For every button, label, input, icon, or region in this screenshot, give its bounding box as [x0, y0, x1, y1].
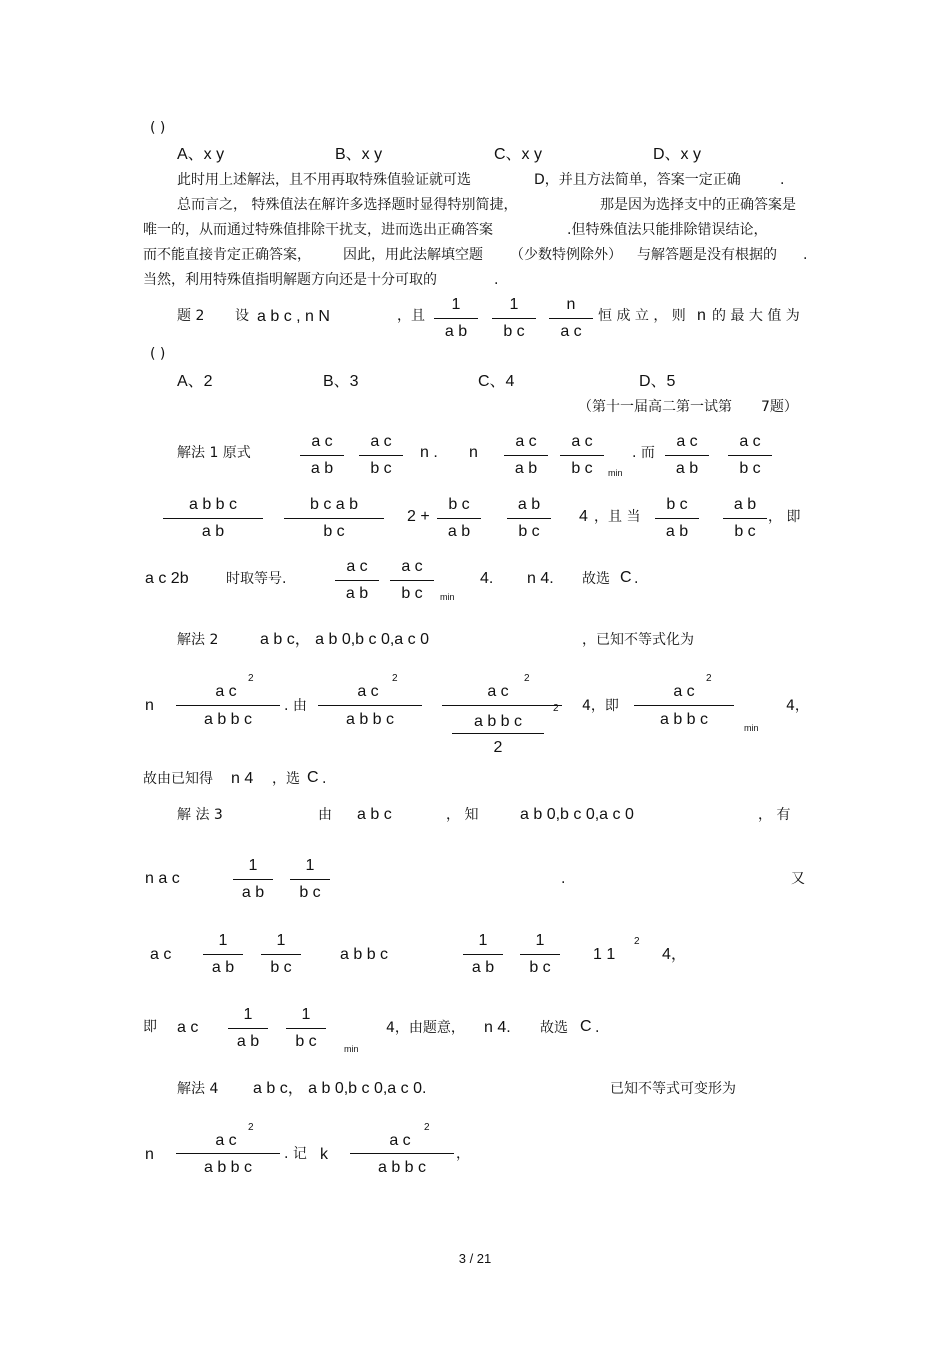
sol3-sq: 2 [634, 936, 640, 947]
sol1-g6-den: b c [734, 523, 756, 540]
sol4-comma: ， [456, 1146, 470, 1162]
para2-line4b: . [494, 272, 499, 288]
sol3-answer: C [580, 1018, 592, 1035]
sol1-g3-num: b c [448, 496, 470, 513]
fraction-bar [176, 705, 280, 706]
fraction-bar [290, 879, 330, 880]
fraction-bar [390, 580, 434, 581]
sol3-f6-den: b c [529, 959, 551, 976]
sol2-dot: . [322, 771, 327, 787]
answer-paren: ( ) [150, 120, 166, 136]
sol2-min: min [744, 723, 759, 733]
sol3-have: ， 有 [758, 807, 791, 823]
option-c: C、x y [494, 146, 543, 163]
sol2-f1-sq: 2 [248, 673, 254, 684]
sol2-f2-den: a b b c [345, 711, 395, 728]
para2-line3c: （少数特例除外） [510, 247, 622, 263]
sol3-dot: . [561, 871, 566, 887]
option-b: B、x y [335, 146, 383, 163]
sol1-min2: min [440, 592, 455, 602]
sol1-g5-den: a b [665, 523, 689, 540]
sol4-f1-sq: 2 [248, 1122, 254, 1133]
q2-option-d: D、5 [639, 373, 676, 390]
sol3-f7-num: 1 [243, 1006, 253, 1023]
fraction-bar [549, 318, 593, 319]
sol2-n: n [145, 697, 154, 714]
q2-label: 题 2 [177, 308, 205, 324]
sol1-f3-num: a c [515, 433, 537, 450]
sol4-f2-sq: 2 [424, 1122, 430, 1133]
sol3-choose: 故选 [540, 1020, 568, 1036]
sol1-ji: ， 即 [768, 509, 801, 525]
sol3-you: 又 [791, 871, 805, 887]
sol1-f1-num: a c [311, 433, 333, 450]
para1-text: 此时用上述解法，且不用再取特殊值验证就可选 [177, 172, 471, 188]
sol1-g6-num: a b [733, 496, 757, 513]
q2-frac1-num: 1 [451, 296, 461, 313]
sol1-choose: 故选 [582, 571, 610, 587]
sol4-f2-num: a c [389, 1132, 411, 1149]
q2-n: n [697, 307, 706, 324]
q2-frac3-num: n [566, 296, 576, 313]
sol1-f5-num: a c [676, 433, 698, 450]
sol1-g4-den: b c [518, 523, 540, 540]
sol3-know: ， 知 [446, 807, 479, 823]
sol1-f4-den: b c [571, 460, 593, 477]
sol2-label: 解法 2 [177, 632, 219, 648]
fraction-bar [434, 318, 478, 319]
sol3-condition: a b c [357, 806, 392, 823]
para2-line3e: . [803, 247, 808, 263]
sol3-four: 4， [662, 946, 687, 963]
fraction-bar [228, 1028, 268, 1029]
q2-option-c: C、4 [478, 373, 515, 390]
sol1-eq-condition: a c 2b [145, 570, 189, 587]
sol3-f8-den: b c [295, 1033, 317, 1050]
sol2-choose: ，选 [272, 771, 300, 787]
para2-line1a: 总而言之， 特殊值法在解许多选择题时显得特别简捷， [177, 197, 518, 213]
sol2-f1-den: a b b c [203, 711, 253, 728]
sol2-f2-num: a c [357, 683, 379, 700]
fraction-bar [163, 518, 263, 519]
sol2-f2-sq: 2 [392, 673, 398, 684]
sol1-g3-den: a b [447, 523, 471, 540]
fraction-bar [284, 518, 384, 519]
sol1-f5-den: a b [675, 460, 699, 477]
q2-source: （第十一届高二第一试第 [578, 399, 732, 415]
fraction-bar [442, 705, 562, 706]
sol2-f3-num: a c [487, 683, 509, 700]
fraction-bar [318, 705, 422, 706]
sol1-four-dot: 4. [480, 570, 494, 587]
para2-line3b: 因此，用此法解填空题 [343, 247, 483, 263]
sol1-two-plus: 2 + [407, 508, 430, 525]
sol3-n4: n 4. [484, 1019, 511, 1036]
fraction-bar [359, 455, 403, 456]
sol3-ab-bc: a b b c [340, 946, 389, 963]
sol2-four2: 4， [786, 698, 809, 714]
sol1-g5-num: b c [666, 496, 688, 513]
sol3-label: 解 法 3 [177, 807, 223, 823]
sol3-f7-den: a b [236, 1033, 260, 1050]
fraction-bar [350, 1153, 454, 1154]
sol1-f1-den: a b [310, 460, 334, 477]
para1-text2: D，并且方法简单，答案一定正确 [534, 172, 741, 188]
sol3-ac: a c [150, 946, 172, 963]
sol1-n: n [469, 444, 478, 461]
fraction-bar [665, 455, 709, 456]
sol2-f3-den: a b b c [473, 713, 523, 730]
fraction-bar [261, 954, 301, 955]
sol3-f1-den: a b [241, 884, 265, 901]
q2-set: 设 [235, 308, 249, 324]
sol3-min: min [344, 1044, 359, 1054]
sol3-f3-den: a b [211, 959, 235, 976]
sol1-f6-num: a c [739, 433, 761, 450]
fraction-bar [507, 518, 551, 519]
sol4-label: 解法 4 [177, 1081, 219, 1097]
q2-tail2: 的 最 大 值 为 [712, 308, 800, 324]
sol3-four-by: 4，由题意， [386, 1020, 465, 1036]
sol3-f4-num: 1 [276, 932, 286, 949]
sol4-f1-num: a c [215, 1132, 237, 1149]
sol4-f2-den: a b b c [377, 1159, 427, 1176]
sol2-f3-sq: 2 [524, 673, 530, 684]
sol1-er: . 而 [632, 445, 655, 461]
sol1-f2-num: a c [370, 433, 392, 450]
para2-line3a: 而不能直接肯定正确答案， [143, 247, 311, 263]
sol2-four-comma: 4，即 [582, 698, 619, 714]
sol1-n-four: n 4. [527, 570, 554, 587]
sol2-f1-num: a c [215, 683, 237, 700]
sol2-n4: n 4 [231, 770, 254, 787]
sol1-g4-num: a b [517, 496, 541, 513]
fraction-bar [492, 318, 536, 319]
sol3-f5-den: a b [471, 959, 495, 976]
para2-line1b: 那是因为选择支中的正确答案是 [600, 197, 796, 213]
sol4-k: k [320, 1146, 328, 1163]
sol1-h2-num: a c [401, 558, 423, 575]
fraction-bar [203, 954, 243, 955]
sol3-one-one: 1 1 [593, 946, 616, 963]
fraction-bar [634, 705, 734, 706]
sol1-eq-text: 时取等号. [226, 571, 287, 587]
sol2-f4-sq: 2 [706, 673, 712, 684]
q2-frac3-den: a c [560, 323, 582, 340]
sol3-n-ac: n a c [145, 870, 180, 887]
para2-line3d: 与解答题是没有根据的 [637, 247, 777, 263]
sol2-f4-num: a c [673, 683, 695, 700]
q2-frac2-den: b c [503, 323, 525, 340]
sol1-f2-den: b c [370, 460, 392, 477]
para2-line2b: .但特殊值法只能排除错误结论， [567, 222, 768, 238]
sol2-conclude: 故由已知得 [143, 771, 213, 787]
sol1-f3-den: a b [514, 460, 538, 477]
fraction-bar [176, 1153, 280, 1154]
option-a: A、x y [177, 146, 225, 163]
sol2-known: ，已知不等式化为 [582, 632, 694, 648]
q2-option-b: B、3 [323, 373, 359, 390]
q2-source-num: 7题） [761, 399, 798, 415]
fraction-bar [655, 518, 699, 519]
sol1-answer: C [620, 569, 632, 586]
sol1-h1-den: a b [345, 585, 369, 602]
fraction-bar [335, 580, 379, 581]
sol3-f6-num: 1 [535, 932, 545, 949]
sol2-condition: a b c， a b 0,b c 0,a c 0 [260, 631, 429, 648]
sol3-condition2: a b 0,b c 0,a c 0 [520, 806, 634, 823]
fraction-bar [463, 954, 503, 955]
sol3-f5-num: 1 [478, 932, 488, 949]
fraction-bar [452, 733, 544, 734]
sol3-dot2: . [595, 1020, 600, 1036]
sol1-min: min [608, 468, 623, 478]
sol2-f3-den-sq: 2 [553, 703, 559, 714]
q2-option-a: A、2 [177, 373, 213, 390]
para1-dot: . [780, 172, 785, 188]
fraction-bar [437, 518, 481, 519]
q2-paren: ( ) [150, 346, 166, 362]
sol4-ji: . 记 [284, 1146, 307, 1162]
sol3-by: 由 [318, 807, 332, 823]
q2-tail: 恒 成 立 ， 则 [598, 308, 686, 324]
option-d: D、x y [653, 146, 702, 163]
sol4-condition: a b c， a b 0,b c 0,a c 0. [253, 1080, 427, 1097]
sol3-f2-num: 1 [305, 857, 315, 874]
q2-and: ，且 [397, 308, 425, 324]
sol1-n-dot: n . [420, 444, 438, 461]
fraction-bar [520, 954, 560, 955]
fraction-bar [728, 455, 772, 456]
sol3-f1-num: 1 [248, 857, 258, 874]
sol1-f6-den: b c [739, 460, 761, 477]
sol3-f4-den: b c [270, 959, 292, 976]
sol2-f4-den: a b b c [659, 711, 709, 728]
sol1-dot: . [634, 571, 639, 587]
sol1-g1-num: a b b c [188, 496, 238, 513]
sol4-known: 已知不等式可变形为 [610, 1081, 736, 1097]
sol3-ji: 即 [143, 1019, 157, 1035]
fraction-bar [286, 1028, 326, 1029]
q2-frac2-num: 1 [509, 296, 519, 313]
fraction-bar [723, 518, 767, 519]
para2-line2a: 唯一的，从而通过特殊值排除干扰支，进而选出正确答案 [143, 222, 493, 238]
sol1-qie: ，且 当 [594, 509, 641, 525]
sol1-four: 4 [579, 508, 588, 525]
sol1-f4-num: a c [571, 433, 593, 450]
fraction-bar [504, 455, 548, 456]
sol1-g1-den: a b [201, 523, 225, 540]
sol2-answer: C [307, 769, 319, 786]
sol1-h1-num: a c [346, 558, 368, 575]
sol3-f2-den: b c [299, 884, 321, 901]
sol4-n: n [145, 1146, 154, 1163]
sol1-g2-den: b c [323, 523, 345, 540]
sol3-f8-num: 1 [301, 1006, 311, 1023]
q2-frac1-den: a b [444, 323, 468, 340]
sol2-you: . 由 [284, 698, 307, 714]
sol1-h2-den: b c [401, 585, 423, 602]
fraction-bar [560, 455, 604, 456]
para2-line4a: 当然，利用特殊值指明解题方向还是十分可取的 [143, 272, 437, 288]
q2-condition: a b c , n N [257, 308, 330, 325]
sol3-f3-num: 1 [218, 932, 228, 949]
sol1-label: 解法 1 原式 [177, 445, 251, 461]
fraction-bar [300, 455, 344, 456]
page-number: 3 / 21 [458, 1251, 492, 1266]
sol3-ac2: a c [177, 1019, 199, 1036]
sol4-f1-den: a b b c [203, 1159, 253, 1176]
sol1-g2-num: b c a b [309, 496, 359, 513]
sol2-f3-den-two: 2 [493, 739, 503, 756]
fraction-bar [233, 879, 273, 880]
